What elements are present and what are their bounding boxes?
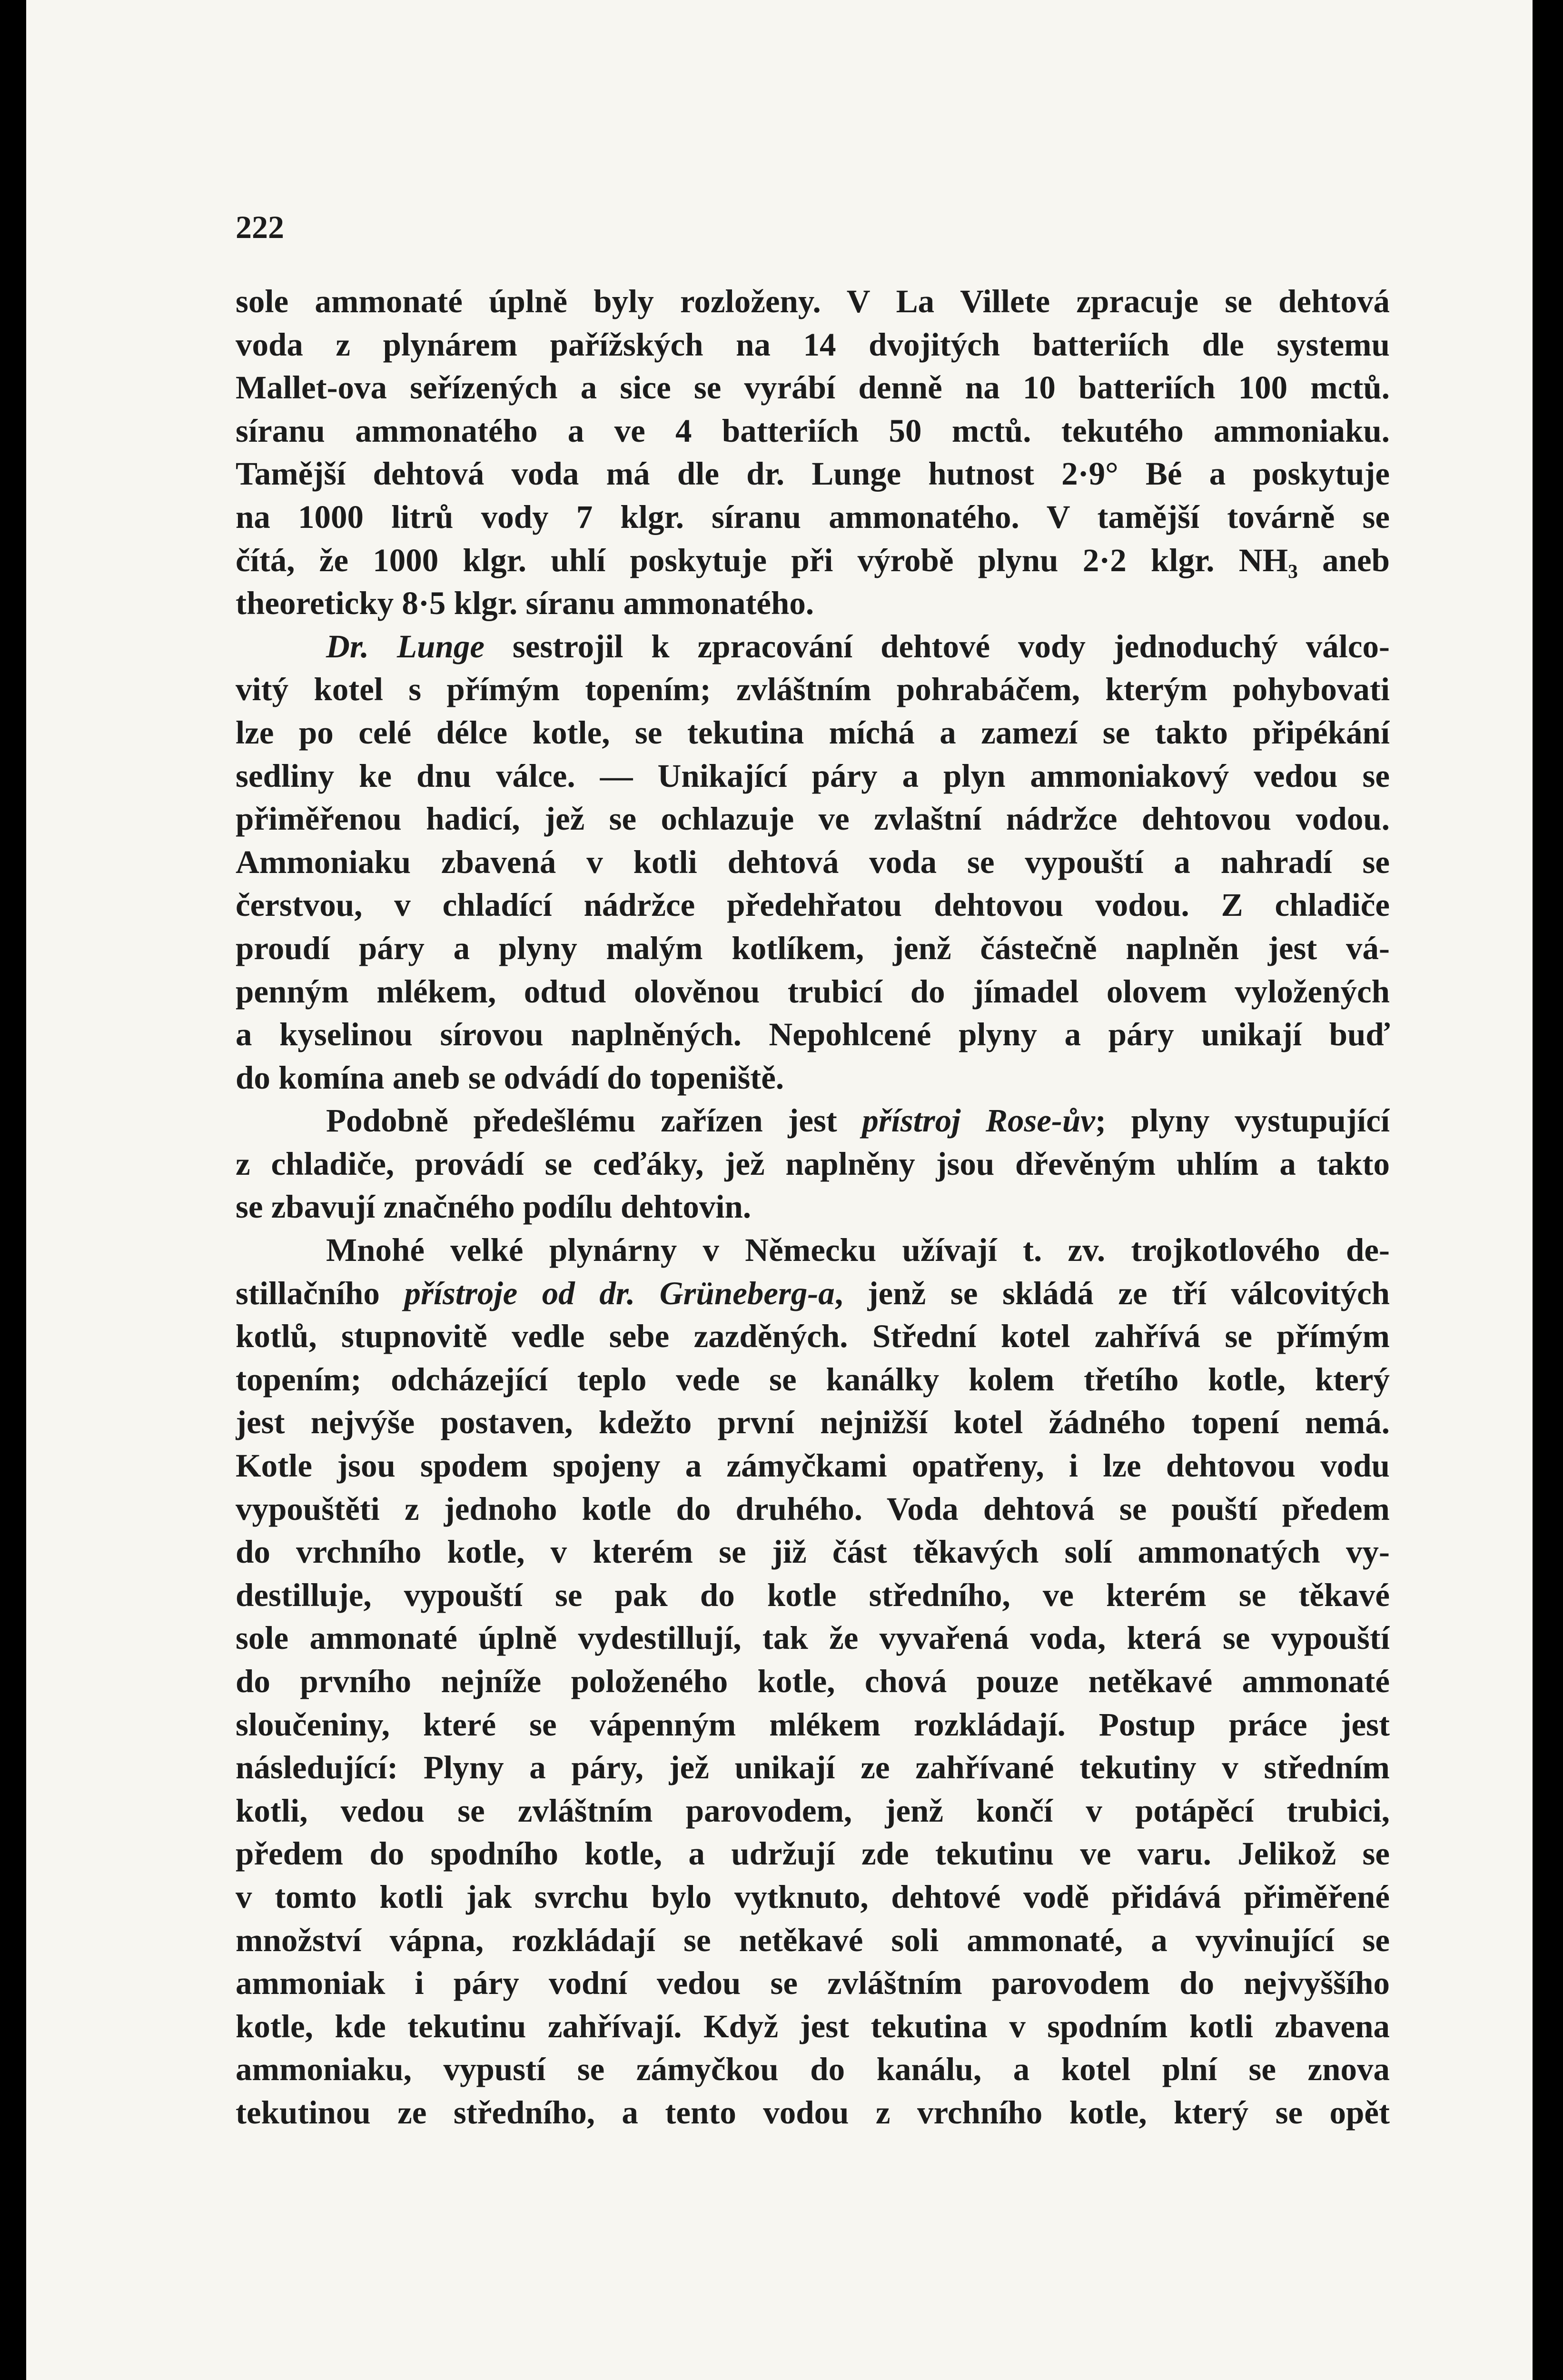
text-line: vypouštěti z jednoho kotle do druhého. Voda dehtová se pouští předem xyxy=(236,1490,1390,1527)
text-line: voda z plynárem pařížských na 14 dvojitých batteriích dle systemu xyxy=(236,326,1390,363)
text-line: kotli, vedou se zvláštním parovodem, jenž končí v potápěcí trubici, xyxy=(236,1792,1390,1829)
text-line: předem do spodního kotle, a udržují zde tekutinu ve varu. Jelikož se xyxy=(236,1835,1390,1872)
text-line: do komína aneb se odvádí do topeniště. xyxy=(236,1059,784,1096)
text-line: v tomto kotli jak svrchu bylo vytknuto, dehtové vodě přidává přiměřené xyxy=(236,1878,1390,1915)
text-line: na 1000 litrů vody 7 klgr. síranu ammonatého. V tamější továrně se xyxy=(236,498,1390,535)
text-line: penným mlékem, odtud olověnou trubicí do jímadel olovem vyložených xyxy=(236,973,1390,1010)
text-line: čerstvou, v chladící nádržce předehřatou dehtovou vodou. Z chladiče xyxy=(236,887,1390,923)
text-line: jest nejvýše postaven, kdežto první nejnižší kotel žádného topení nemá. xyxy=(236,1404,1390,1441)
apparatus-name: přístroj Rose-ův xyxy=(862,1102,1096,1139)
text-line: Mallet-ova seřízených a sice se vyrábí denně na 10 batteriích 100 mctů. xyxy=(236,369,1390,406)
text-line: destilluje, vypouští se pak do kotle středního, ve kterém se těkavé xyxy=(236,1577,1390,1613)
text-line: tekutinou ze středního, a tento vodou z vrchního kotle, který se opět xyxy=(236,2094,1390,2131)
apparatus-name: přístroje od dr. Grüneberg-a xyxy=(404,1275,835,1311)
text-line: Podobně předešlému zařízen jest přístroj Rose-ův; plyny vystupující xyxy=(326,1102,1390,1139)
text-line: do vrchního kotle, v kterém se již část těkavých solí ammonatých vy- xyxy=(236,1534,1390,1570)
text-line: následující: Plyny a páry, jež unikají ze zahřívané tekutiny v středním xyxy=(236,1749,1390,1786)
paragraph xyxy=(236,1099,1390,1229)
author-name: Dr. Lunge xyxy=(326,628,485,664)
text-line: Ammoniaku zbavená v kotli dehtová voda se vypouští a nahradí se xyxy=(236,843,1390,880)
text-line: ammoniaku, vypustí se zámyčkou do kanálu, a kotel plní se znova xyxy=(236,2051,1390,2088)
page-number: 222 xyxy=(236,209,284,245)
body-text xyxy=(236,280,1390,2134)
text-line: množství vápna, rozkládají se netěkavé soli ammonaté, a vyvinující se xyxy=(236,1922,1390,1958)
text-line: Dr. Lunge sestrojil k zpracování dehtové vody jednoduchý válco- xyxy=(326,628,1390,664)
text-line: ammoniak i páry vodní vedou se zvláštním parovodem do nejvyššího xyxy=(236,1965,1390,2002)
book-page xyxy=(26,0,1533,2380)
text-line: do prvního nejníže položeného kotle, chová pouze netěkavé ammonaté xyxy=(236,1663,1390,1699)
text-line: Mnohé velké plynárny v Německu užívají t. zv. trojkotlového de- xyxy=(326,1232,1390,1269)
text-line: se zbavují značného podílu dehtovin. xyxy=(236,1189,752,1225)
text-line: vitý kotel s přímým topením; zvláštním pohrabáčem, kterým pohybovati xyxy=(236,671,1390,708)
text-line: z chladiče, provádí se ceďáky, jež naplněny jsou dřevěným uhlím a takto xyxy=(236,1145,1390,1182)
paragraph xyxy=(236,1229,1390,2134)
text-line: kotlů, stupnovitě vedle sebe zazděných. Střední kotel zahřívá se přímým xyxy=(236,1318,1390,1355)
paragraph xyxy=(236,625,1390,1100)
text-line: theoreticky 8·5 klgr. síranu ammonatého. xyxy=(236,585,814,622)
text-line: přiměřenou hadicí, jež se ochlazuje ve zvlaštní nádržce dehtovou vodou. xyxy=(236,801,1390,837)
text-line: sloučeniny, které se vápenným mlékem rozkládají. Postup práce jest xyxy=(236,1706,1390,1743)
text-line: sole ammonaté úplně vydestillují, tak že vyvařená voda, která se vypouští xyxy=(236,1620,1390,1656)
text-line: proudí páry a plyny malým kotlíkem, jenž částečně naplněn jest vá- xyxy=(236,930,1390,966)
text-line: sole ammonaté úplně byly rozloženy. V La Villete zpracuje se dehtová xyxy=(236,283,1390,319)
text-line: čítá, že 1000 klgr. uhlí poskytuje při výrobě plynu 2·2 klgr. NH₃ aneb xyxy=(236,542,1390,578)
text-line: sedliny ke dnu válce. — Unikající páry a plyn ammoniakový vedou se xyxy=(236,757,1390,794)
text-line: Tamější dehtová voda má dle dr. Lunge hutnost 2·9° Bé a poskytuje xyxy=(236,456,1390,492)
text-line: síranu ammonatého a ve 4 batteriích 50 mctů. tekutého ammoniaku. xyxy=(236,412,1390,449)
text-line: a kyselinou sírovou naplněných. Nepohlcené plyny a páry unikají buď xyxy=(236,1016,1390,1053)
text-line: Kotle jsou spodem spojeny a zámyčkami opatřeny, i lze dehtovou vodu xyxy=(236,1448,1390,1484)
text-line: kotle, kde tekutinu zahřívají. Když jest tekutina v spodním kotli zbavena xyxy=(236,2008,1390,2044)
text-line: stillačního přístroje od dr. Grüneberg-a, jenž se skládá ze tří válcovitých xyxy=(236,1275,1390,1311)
text-line: topením; odcházející teplo vede se kanálky kolem třetího kotle, který xyxy=(236,1361,1390,1398)
paragraph xyxy=(236,280,1390,625)
text-line: lze po celé délce kotle, se tekutina míchá a zamezí se takto připékání xyxy=(236,714,1390,751)
